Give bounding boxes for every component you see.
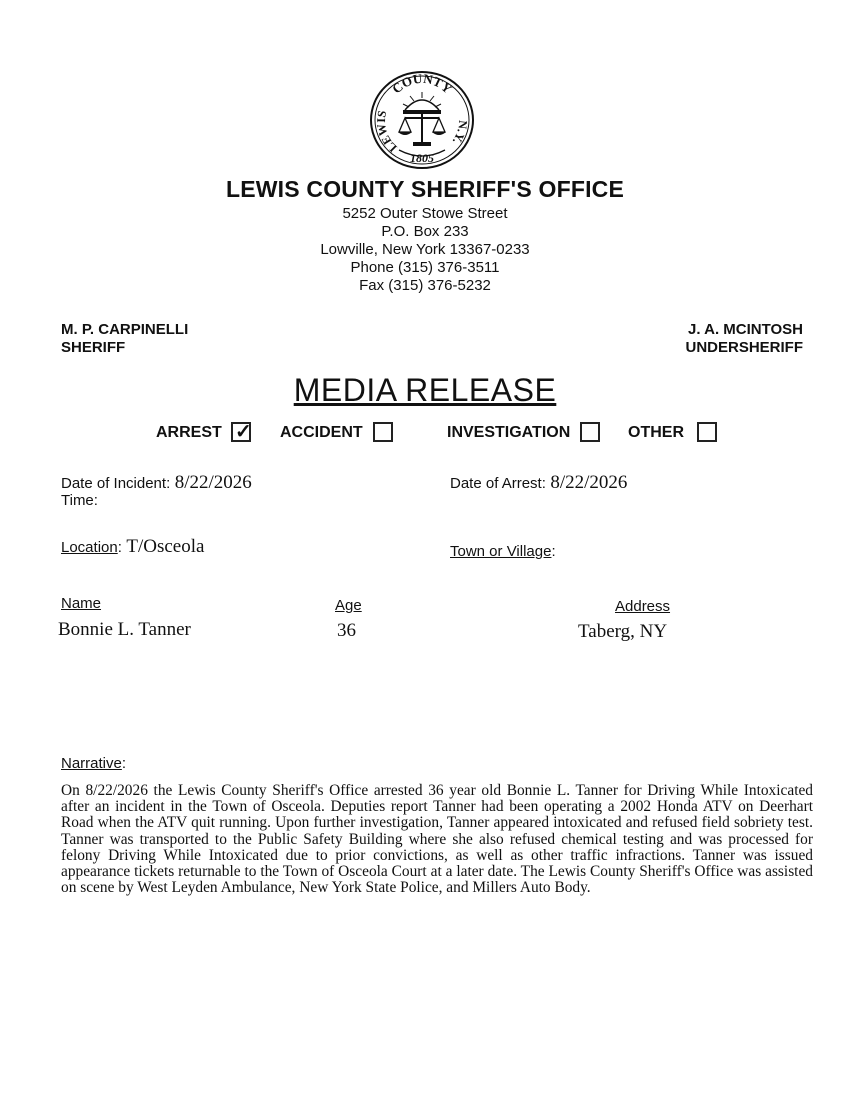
fax-number: Fax (315) 376-5232 [359,277,491,294]
arrest-date-row [450,472,627,494]
address-column-header: Address [615,598,671,615]
street-address: 5252 Outer Stowe Street [342,205,508,222]
category-other-label: OTHER [628,424,684,441]
svg-text:N.Y.: N.Y. [449,119,471,148]
narrative-label: Narrative [61,755,122,772]
age-column-header: Age [335,597,362,614]
person-address: Taberg, NY [578,621,668,642]
sheriff-block [61,321,188,357]
town-label: Town or Village [450,543,552,560]
category-accident-checkbox[interactable] [373,422,393,442]
undersheriff-block [685,321,803,357]
location-label: Location [61,539,118,556]
undersheriff-name: J. A. MCINTOSH [687,321,803,338]
category-investigation-checkbox[interactable] [580,422,600,442]
category-accident-label: ACCIDENT [280,424,363,441]
incident-time-label: Time: [61,492,98,509]
town-row: Town or Village: [450,543,556,560]
svg-text:COUNTY: COUNTY [389,70,455,97]
county-seal-logo [369,70,475,170]
svg-text:1805: 1805 [410,151,434,165]
location-value: T/Osceola [126,536,205,557]
category-arrest-checkbox[interactable] [231,422,251,442]
undersheriff-title: UNDERSHERIFF [685,339,803,356]
agency-name: LEWIS COUNTY SHERIFF'S OFFICE [225,176,625,202]
incident-date-row [61,472,252,494]
page-title: MEDIA RELEASE [293,372,557,408]
category-arrest-label: ARREST [156,424,222,441]
sheriff-name: M. P. CARPINELLI [61,321,189,338]
name-column-header: Name [61,595,102,612]
arrest-date-label: Date of Arrest: [450,475,546,492]
arrest-date-value: 8/22/2026 [550,472,628,493]
city-state-zip: Lowville, New York 13367-0233 [320,241,530,258]
sheriff-title: SHERIFF [61,339,126,356]
person-name: Bonnie L. Tanner [58,619,191,640]
narrative-text: On 8/22/2026 the Lewis County Sheriff's Office arrested 36 year old Bonnie L. Tanner for Driving While Intoxicated after an incident in the Town of Osceola. Deputies report Tanner had been operating a 2002 Honda ATV on Deerhart Road when the ATV quit running. Upon further investigation, Tanner appeared intoxicated and refused field sobriety test. Tanner was transported to the Public Safety Building where she also refused chemical testing and was processed for felony Driving While Intoxicated due to prior convictions, as well as other traffic infractions. Tanner was issued appearance tickets returnable to the Town of Osceola Court at a later date. The Lewis County Sheriff's Office was assisted on scene by West Leyden Ambulance, New York State Police, and Millers Auto Body. [61,782,813,897]
category-investigation-label: INVESTIGATION [447,424,571,441]
phone-number: Phone (315) 376-3511 [350,259,500,276]
narrative-heading: Narrative: [61,755,127,772]
po-box: P.O. Box 233 [381,223,469,240]
category-other-checkbox[interactable] [697,422,717,442]
svg-text:LEWIS: LEWIS [373,109,400,156]
person-age: 36 [337,620,356,641]
checkmark-icon: ✓ [235,421,252,443]
incident-date-label: Date of Incident: [61,475,171,492]
incident-date-value: 8/22/2026 [174,472,252,493]
location-row: Location: T/Osceola [61,536,205,557]
